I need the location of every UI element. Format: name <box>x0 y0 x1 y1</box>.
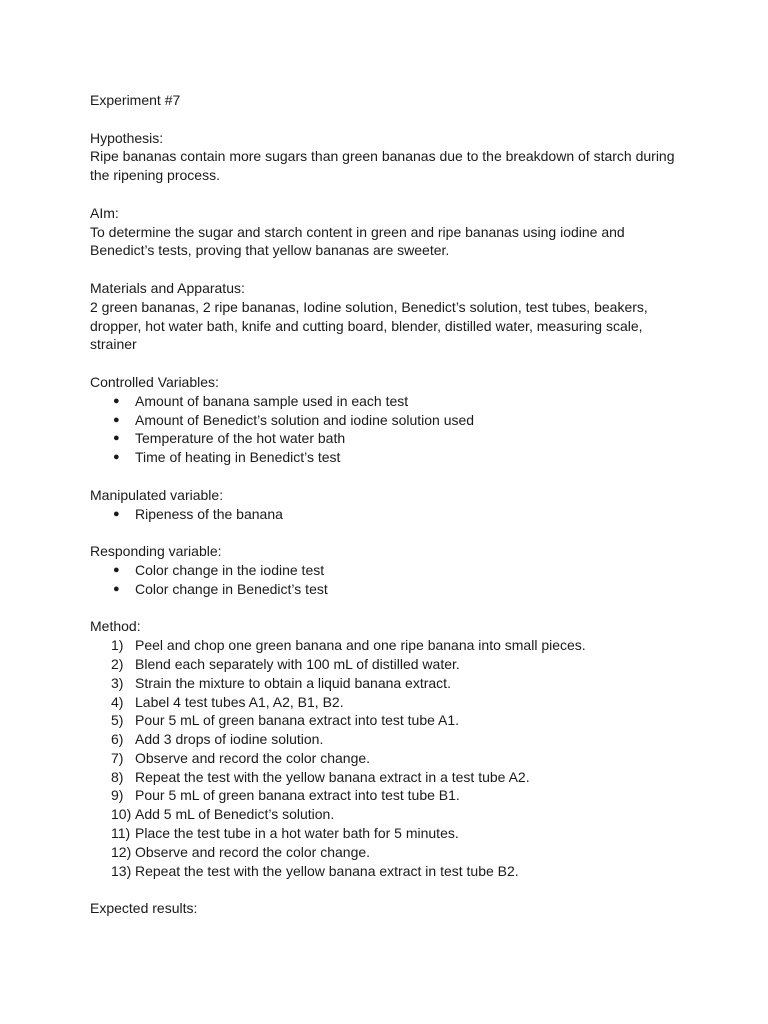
step-number: 8) <box>111 768 124 785</box>
list-item-text: Time of heating in Benedict’s test <box>135 449 341 466</box>
bullet-icon: ● <box>113 507 120 520</box>
spacer <box>90 599 690 618</box>
method-step <box>90 730 690 749</box>
step-text: Repeat the test with the yellow banana extract in test tube B2. <box>135 862 519 879</box>
list-item <box>90 580 690 599</box>
bullet-icon: ● <box>113 582 120 595</box>
method-step <box>90 711 690 730</box>
list-item <box>90 505 690 524</box>
list-item-text: Ripeness of the banana <box>135 505 283 522</box>
step-text: Add 3 drops of iodine solution. <box>135 731 324 748</box>
spacer <box>90 880 690 899</box>
method-step <box>90 674 690 693</box>
list-item <box>90 561 690 580</box>
method-step <box>90 636 690 655</box>
aim-heading: AIm: <box>90 204 119 221</box>
step-number: 4) <box>111 693 124 710</box>
method-step <box>90 843 690 862</box>
step-number: 1) <box>111 637 124 654</box>
spacer <box>90 467 690 486</box>
method-step <box>90 655 690 674</box>
list-item-text: Color change in Benedict’s test <box>135 580 328 597</box>
step-number: 9) <box>111 787 124 804</box>
spacer <box>90 354 690 373</box>
list-item <box>90 411 690 430</box>
spacer <box>90 523 690 542</box>
step-text: Peel and chop one green banana and one ripe banana into small pieces. <box>135 637 586 654</box>
document-title: Experiment #7 <box>90 92 181 108</box>
list-item-text: Temperature of the hot water bath <box>135 430 346 447</box>
bullet-icon: ● <box>113 451 120 464</box>
method-step <box>90 749 690 768</box>
aim-line: To determine the sugar and starch content in green and ripe bananas using iodine and <box>90 223 625 240</box>
materials-heading: Materials and Apparatus: <box>90 279 245 296</box>
step-number: 13) <box>111 862 132 879</box>
manipulated-variable-heading: Manipulated variable: <box>90 486 224 503</box>
list-item-text: Amount of banana sample used in each test <box>135 392 409 409</box>
materials-line: dropper, hot water bath, knife and cutting board, blender, distilled water, measuring scale, <box>90 317 643 334</box>
list-item <box>90 429 690 448</box>
step-number: 2) <box>111 655 124 672</box>
list-item-text: Amount of Benedict’s solution and iodine solution used <box>135 411 475 428</box>
bullet-icon: ● <box>113 394 120 407</box>
spacer <box>90 260 690 279</box>
method-step <box>90 693 690 712</box>
aim-line: Benedict’s tests, proving that yellow bananas are sweeter. <box>90 242 450 259</box>
step-number: 7) <box>111 749 124 766</box>
list-item-text: Color change in the iodine test <box>135 561 325 578</box>
spacer <box>90 110 690 129</box>
document-page <box>90 91 690 918</box>
step-text: Blend each separately with 100 mL of distilled water. <box>135 655 460 672</box>
step-number: 3) <box>111 674 124 691</box>
controlled-variables-heading: Controlled Variables: <box>90 373 219 390</box>
step-number: 10) <box>111 806 132 823</box>
controlled-variables-list <box>90 392 690 467</box>
responding-variable-list <box>90 561 690 599</box>
step-number: 5) <box>111 712 124 729</box>
manipulated-variable-list <box>90 505 690 524</box>
step-text: Observe and record the color change. <box>135 843 371 860</box>
responding-variable-heading: Responding variable: <box>90 543 222 560</box>
step-text: Observe and record the color change. <box>135 749 371 766</box>
step-text: Add 5 mL of Benedict’s solution. <box>135 806 335 823</box>
list-item <box>90 448 690 467</box>
materials-line: strainer <box>90 336 137 353</box>
expected-results-heading: Expected results: <box>90 900 198 917</box>
step-text: Place the test tube in a hot water bath for 5 minutes. <box>135 825 459 842</box>
step-text: Repeat the test with the yellow banana extract in a test tube A2. <box>135 768 530 785</box>
hypothesis-line: Ripe bananas contain more sugars than green bananas due to the breakdown of starch during <box>90 148 675 165</box>
step-text: Strain the mixture to obtain a liquid banana extract. <box>135 674 451 691</box>
materials-line: 2 green bananas, 2 ripe bananas, Iodine solution, Benedict’s solution, test tubes, beakers, <box>90 298 648 315</box>
step-number: 12) <box>111 843 132 860</box>
step-text: Label 4 test tubes A1, A2, B1, B2. <box>135 693 344 710</box>
method-step <box>90 862 690 881</box>
bullet-icon: ● <box>113 413 120 426</box>
step-number: 11) <box>111 825 131 842</box>
bullet-icon: ● <box>113 563 120 576</box>
hypothesis-line: the ripening process. <box>90 167 220 184</box>
method-step <box>90 824 690 843</box>
method-step <box>90 768 690 787</box>
method-steps-list <box>90 636 690 880</box>
step-text: Pour 5 mL of green banana extract into test tube A1. <box>135 712 460 729</box>
hypothesis-heading: Hypothesis: <box>90 129 164 146</box>
method-step <box>90 805 690 824</box>
list-item <box>90 392 690 411</box>
spacer <box>90 185 690 204</box>
step-text: Pour 5 mL of green banana extract into test tube B1. <box>135 787 460 804</box>
method-step <box>90 786 690 805</box>
bullet-icon: ● <box>113 432 120 445</box>
method-heading: Method: <box>90 618 141 635</box>
step-number: 6) <box>111 731 124 748</box>
